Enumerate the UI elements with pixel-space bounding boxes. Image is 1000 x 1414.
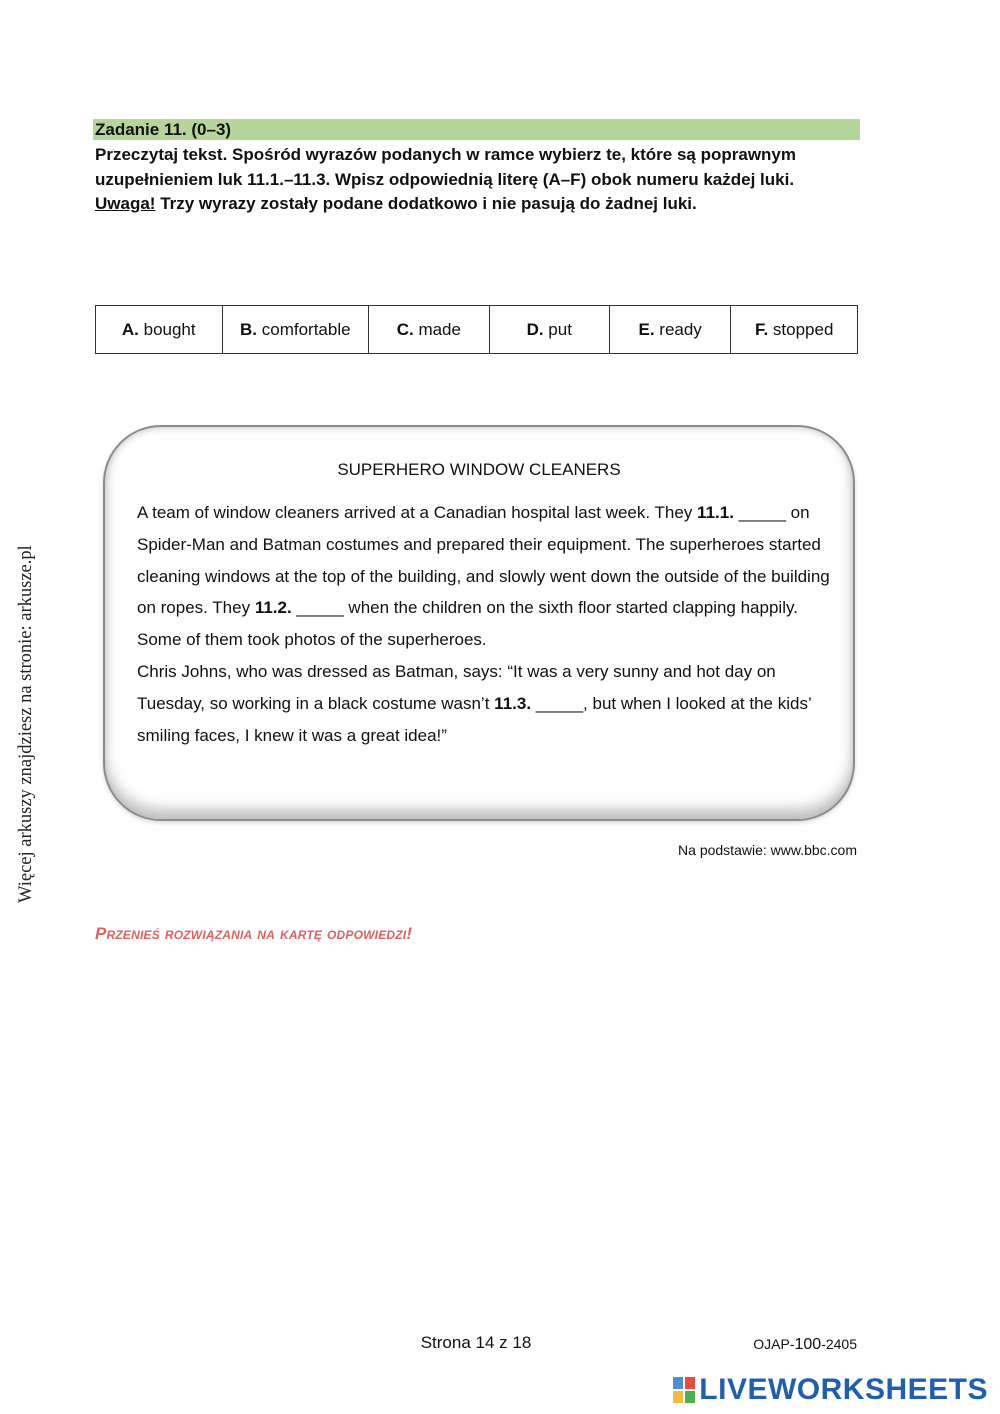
option-letter: D.	[526, 319, 544, 339]
option-letter: B.	[240, 319, 258, 339]
passage-box	[103, 425, 855, 821]
exam-code-prefix: OJAP-	[753, 1336, 795, 1352]
instructions-warning	[95, 192, 865, 217]
liveworksheets-logo-icon	[673, 1377, 695, 1403]
passage-text: _____ when the children on the sixth floor started clapping happily. Some of them took photos of the superheroes.	[137, 598, 798, 650]
option-e	[609, 306, 730, 354]
warning-label: Uwaga!	[95, 194, 156, 213]
passage-text: _____ on Spider-Man and Batman costumes and prepared their equipment. The superheroes started cleaning windows at the top of the building, and slowly went down the outside of the building on ropes. They	[137, 503, 830, 618]
passage-paragraph-2	[137, 656, 837, 751]
option-b	[222, 306, 369, 354]
page-number: Strona 14 z 18	[420, 1333, 532, 1352]
exam-code	[753, 1336, 857, 1354]
option-letter: E.	[638, 319, 655, 339]
exam-code-number: 100	[794, 1336, 822, 1353]
side-watermark-text: Więcej arkuszy znajdziesz na stronie: arkusze.pl	[16, 545, 36, 903]
gap-11-2: 11.2.	[254, 598, 292, 618]
transfer-note: Przenieś rozwiązania na kartę odpowiedzi!	[95, 924, 413, 943]
passage-body	[137, 497, 837, 751]
option-word: bought	[143, 319, 196, 339]
task-instructions	[95, 143, 865, 217]
gap-11-1: 11.1.	[697, 503, 734, 522]
source-note: Na podstawie: www.bbc.com	[678, 842, 857, 858]
option-f	[731, 306, 858, 354]
option-word: made	[418, 319, 461, 339]
passage-title: SUPERHERO WINDOW CLEANERS	[337, 460, 621, 479]
exam-code-suffix: -2405	[821, 1336, 857, 1352]
option-c	[369, 306, 489, 354]
option-word: stopped	[772, 319, 834, 339]
task-header: Zadanie 11. (0–3)	[93, 119, 860, 140]
gap-11-3: 11.3.	[494, 693, 532, 713]
passage-paragraph-1	[137, 497, 837, 656]
option-a	[96, 306, 223, 354]
word-options-table	[95, 305, 858, 354]
instructions-text: Przeczytaj tekst. Spośród wyrazów podanych w ramce wybierz te, które są poprawnym uzupełnieniem luk 11.1.–11.3. Wpisz odpowiednią literę (A–F) obok numeru każdej luki.	[95, 145, 797, 189]
passage-text: A team of window cleaners arrived at a Canadian hospital last week. They	[137, 503, 698, 522]
option-word: comfortable	[261, 319, 351, 339]
option-word: put	[548, 319, 572, 339]
brand-text: LIVEWORKSHEETS	[699, 1373, 988, 1406]
option-word: ready	[659, 319, 702, 339]
option-letter: F.	[754, 319, 769, 339]
option-letter: C.	[396, 319, 414, 339]
passage-text: Chris Johns, who was dressed as Batman, says: “It was a very sunny and hot day on Tuesday, so working in a black costume wasn’t	[137, 661, 776, 713]
passage-text: _____, but when I looked at the kids’ smiling faces, I knew it was a great idea!”	[137, 693, 812, 745]
option-letter: A.	[121, 319, 139, 339]
liveworksheets-brand[interactable]	[673, 1372, 988, 1408]
option-d	[489, 306, 609, 354]
warning-text: Trzy wyrazy zostały podane dodatkowo i nie pasują do żadnej luki.	[155, 194, 697, 213]
